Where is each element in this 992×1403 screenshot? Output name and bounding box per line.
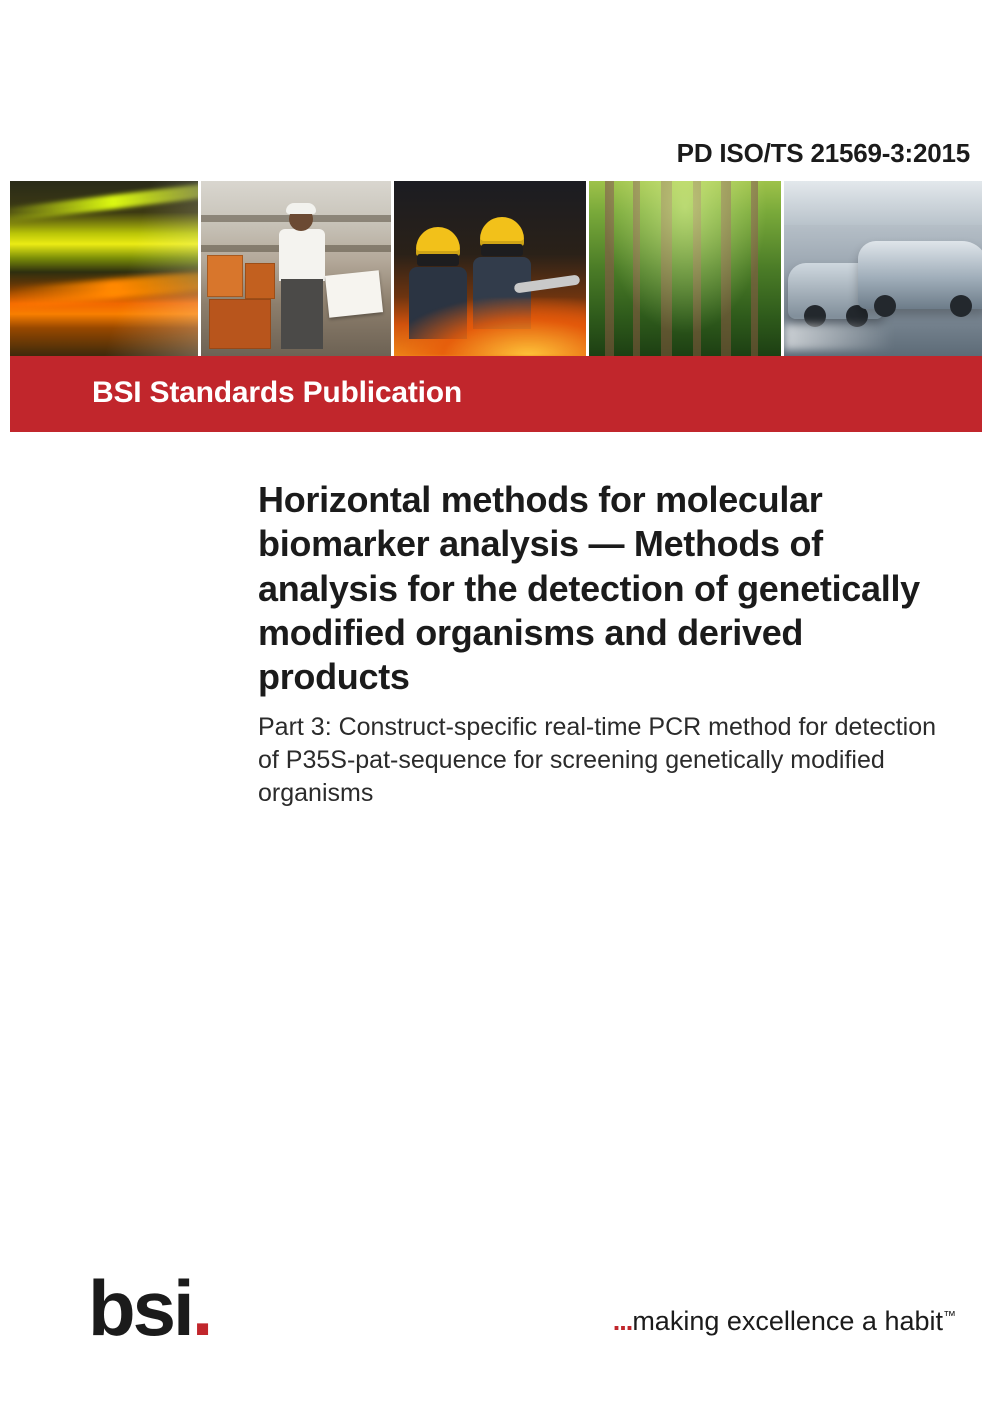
bsi-logo-dot: . — [191, 1264, 211, 1352]
car-wheel — [950, 295, 972, 317]
worker-shirt — [279, 229, 325, 281]
warehouse-worker-photo — [201, 181, 391, 356]
firefighters-photo — [394, 181, 586, 356]
box — [209, 299, 271, 349]
standard-number: PD ISO/TS 21569-3:2015 — [676, 138, 970, 168]
light-trails-containers-photo — [10, 181, 198, 356]
sun-glow — [589, 181, 781, 356]
firefighter-visor — [417, 254, 459, 266]
trademark-symbol: ™ — [943, 1308, 956, 1323]
cover-photo-strip — [10, 181, 982, 356]
worker-trousers — [281, 279, 323, 349]
forest-photo — [589, 181, 781, 356]
tagline-ellipsis: ... — [612, 1306, 633, 1336]
car-wheel — [874, 295, 896, 317]
showroom-ceiling — [784, 181, 982, 225]
page-subtitle: Part 3: Construct-specific real-time PCR method for detection of P35S-pat-sequence for screening genetically modified organisms — [258, 713, 937, 808]
worker-cap — [286, 203, 316, 214]
banner-label: BSI Standards Publication — [92, 376, 463, 409]
firefighter-helmet — [416, 227, 460, 257]
car-showroom-photo — [784, 181, 982, 356]
tagline-text: making excellence a habit — [632, 1306, 943, 1336]
title-block — [258, 478, 958, 810]
box — [207, 255, 243, 297]
flame-glow — [394, 298, 586, 356]
firefighter-visor — [481, 244, 523, 256]
firefighter-helmet — [480, 217, 524, 247]
bsi-standards-banner — [10, 356, 982, 432]
bsi-logo — [88, 1264, 211, 1352]
bsi-tagline — [613, 1306, 956, 1337]
box — [245, 263, 275, 299]
bsi-logo-text: bsi — [88, 1264, 192, 1352]
paper-sheet — [325, 270, 383, 317]
floor-reflection — [784, 324, 982, 350]
page-title: Horizontal methods for molecular biomarker analysis — Methods of analysis for the detection of genetically modified organisms and derived products — [258, 479, 920, 698]
car — [858, 241, 982, 309]
